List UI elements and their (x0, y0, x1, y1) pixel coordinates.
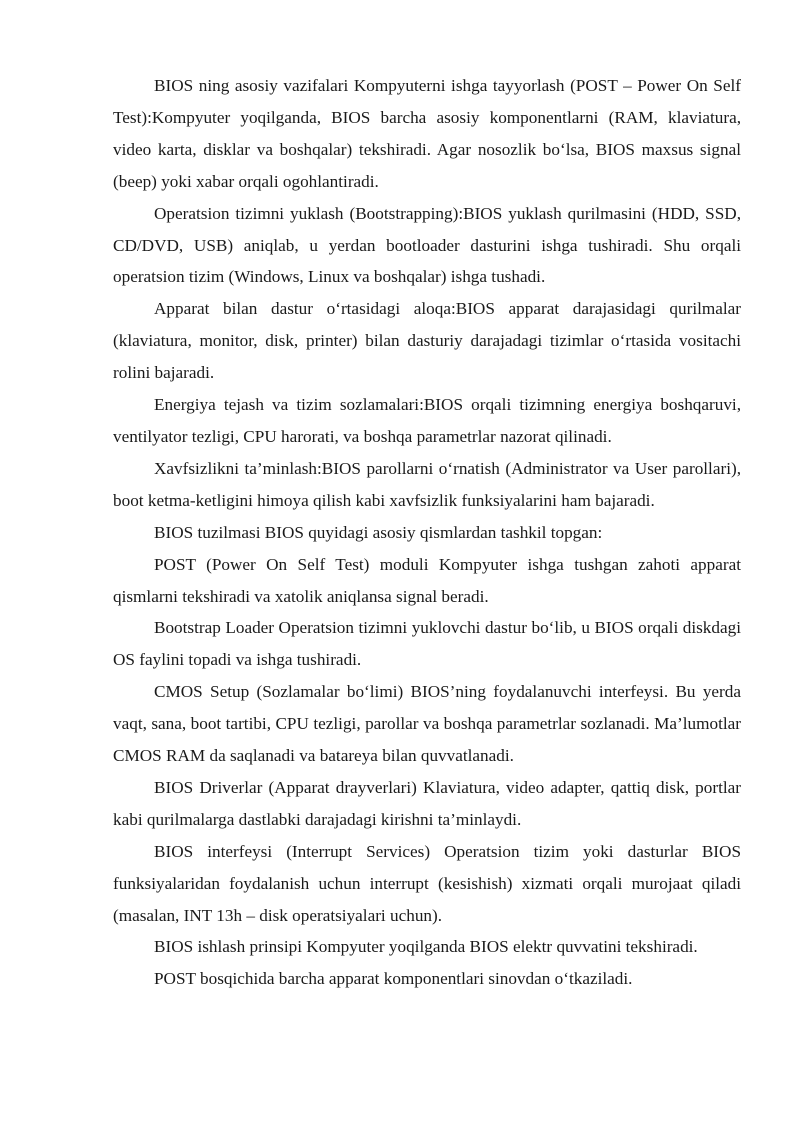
paragraph-os-bootstrapping: Operatsion tizimni yuklash (Bootstrapping):BIOS yuklash qurilmasini (HDD, SSD, CD/DVD, USB) aniqlab, u yerdan bootloader dasturini ishga tushiradi. Shu orqali operatsion tizim (Windows, Linux va boshqalar) ishga tushadi. (113, 203, 741, 287)
paragraph-post-module: POST (Power On Self Test) moduli Kompyuter ishga tushgan zahoti apparat qismlarni tekshiradi va xatolik aniqlansa signal beradi. (113, 554, 741, 606)
document-body (113, 70, 741, 995)
paragraph-post-stage: POST bosqichida barcha apparat komponentlari sinovdan o‘tkaziladi. (154, 969, 633, 989)
paragraph-bios-main-functions: BIOS ning asosiy vazifalari Kompyuterni ishga tayyorlash (POST – Power On Self Test):Kompyuter yoqilganda, BIOS barcha asosiy komponentlarni (RAM, klaviatura, video karta, disklar va boshqalar) tekshiradi. Agar nosozlik bo‘lsa, BIOS maxsus signal (beep) yoki xabar orqali ogohlantiradi. (113, 76, 741, 191)
paragraph-bootstrap-loader: Bootstrap Loader Operatsion tizimni yuklovchi dastur bo‘lib, u BIOS orqali diskdagi OS faylini topadi va ishga tushiradi. (113, 618, 741, 670)
paragraph-security: Xavfsizlikni ta’minlash:BIOS parollarni o‘rnatish (Administrator va User parollari), boot ketma-ketligini himoya qilish kabi xavfsizlik funksiyalarini ham bajaradi. (113, 458, 741, 510)
paragraph-hardware-software-link: Apparat bilan dastur o‘rtasidagi aloqa:BIOS apparat darajasidagi qurilmalar (klaviatura, monitor, disk, printer) bilan dasturiy darajadagi tizimlar o‘rtasida vositachi rolini bajaradi. (113, 299, 741, 383)
paragraph-working-principle: BIOS ishlash prinsipi Kompyuter yoqilganda BIOS elektr quvvatini tekshiradi. (154, 937, 698, 957)
paragraph-interrupt-services: BIOS interfeysi (Interrupt Services) Operatsion tizim yoki dasturlar BIOS funksiyalaridan foydalanish uchun interrupt (kesishish) xizmati orqali murojaat qiladi (masalan, INT 13h – disk operatsiyalari uchun). (113, 841, 741, 925)
paragraph-bios-drivers: BIOS Driverlar (Apparat drayverlari) Klaviatura, video adapter, qattiq disk, portlar kabi qurilmalarga dastlabki darajadagi kirishni ta’minlaydi. (113, 777, 741, 829)
paragraph-cmos-setup: CMOS Setup (Sozlamalar bo‘limi) BIOS’ning foydalanuvchi interfeysi. Bu yerda vaqt, sana, boot tartibi, CPU tezligi, parollar va boshqa parametrlar sozlanadi. Ma’lumotlar CMOS RAM da saqlanadi va batareya bilan quvvatlanadi. (113, 682, 741, 766)
paragraph-bios-structure: BIOS tuzilmasi BIOS quyidagi asosiy qismlardan tashkil topgan: (154, 522, 603, 542)
paragraph-energy-settings: Energiya tejash va tizim sozlamalari:BIOS orqali tizimning energiya boshqaruvi, ventilyator tezligi, CPU harorati, va boshqa parametrlar nazorat qilinadi. (113, 395, 741, 446)
